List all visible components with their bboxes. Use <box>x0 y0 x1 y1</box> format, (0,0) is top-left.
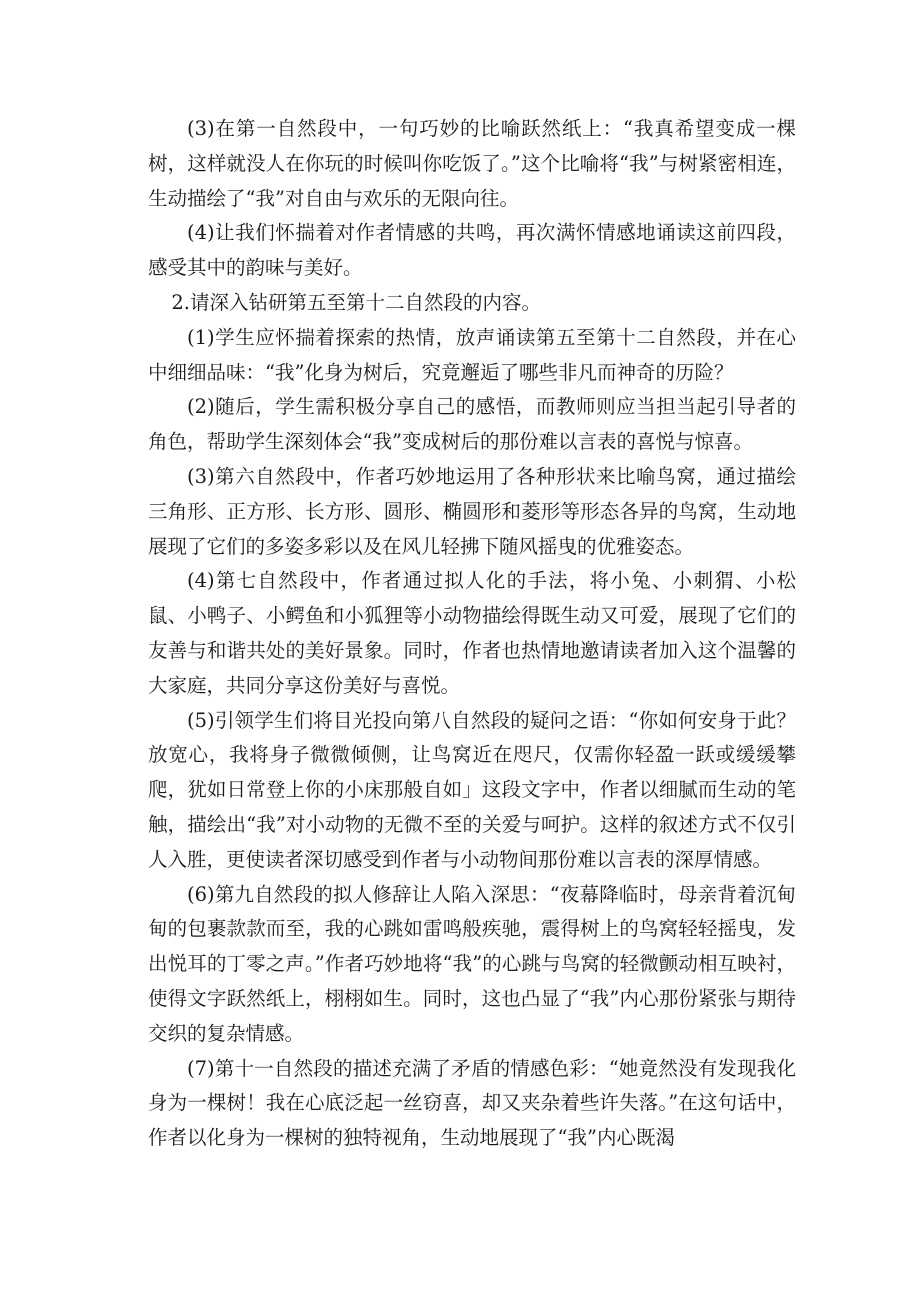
document-page <box>148 112 796 1156</box>
paragraph-7: (5)引领学生们将目光投向第八自然段的疑问之语：“你如何安身于此？放宽心，我将身子微微倾侧，让鸟窝近在咫尺，仅需你轻盈一跃或缓缓攀爬，犹如日常登上你的小床那般自如」这段文字中，作者以细腻而生动的笔触，描绘出“我”对小动物的无微不至的关爱与呵护。这样的叙述方式不仅引人入胜，更使读者深切感受到作者与小动物间那份难以言表的深厚情感。 <box>148 708 796 871</box>
paragraph-1: (3)在第一自然段中，一句巧妙的比喻跃然纸上：“我真希望变成一棵树，这样就没人在你玩的时候叫你吃饭了。”这个比喻将“我”与树紧密相连，生动描绘了“我”对自由与欢乐的无限向往。 <box>148 117 796 210</box>
paragraph-4: (2)随后，学生需积极分享自己的感悟，而教师则应当担当起引导者的角色，帮助学生深刻体会“我”变成树后的那份难以言表的喜悦与惊喜。 <box>148 395 796 454</box>
paragraph-6: (4)第七自然段中，作者通过拟人化的手法，将小兔、小刺猬、小松鼠、小鸭子、小鳄鱼和小狐狸等小动物描绘得既生动又可爱，展现了它们的友善与和谐共处的美好景象。同时，作者也热情地邀请读者加入这个温馨的大家庭，共同分享这份美好与喜悦。 <box>148 569 796 697</box>
paragraph-9: (7)第十一自然段的描述充满了矛盾的情感色彩：“她竟然没有发现我化身为一棵树！我在心底泛起一丝窃喜，却又夹杂着些许失落。”在这句话中，作者以化身为一棵树的独特视角，生动地展现了“我”内心既渴 <box>148 1056 796 1150</box>
section-heading: 2.请深入钻研第五至第十二自然段的内容。 <box>171 290 541 314</box>
paragraph-5: (3)第六自然段中，作者巧妙地运用了各种形状来比喻鸟窝，通过描绘三角形、正方形、长方形、圆形、椭圆形和菱形等形态各异的鸟窝，生动地展现了它们的多姿多彩以及在风儿轻拂下随风摇曳的优雅姿态。 <box>148 464 796 558</box>
paragraph-2: (4)让我们怀揣着对作者情感的共鸣，再次满怀情感地诵读这前四段，感受其中的韵味与美好。 <box>148 221 796 280</box>
paragraph-3: (1)学生应怀揣着探索的热情，放声诵读第五至第十二自然段，并在心中细细品味：“我”化身为树后，究竟邂逅了哪些非凡而神奇的历险？ <box>148 325 796 384</box>
paragraph-8: (6)第九自然段的拟人修辞让人陷入深思：“夜幕降临时，母亲背着沉甸甸的包裹款款而至，我的心跳如雷鸣般疾驰，震得树上的鸟窝轻轻摇曳，发出悦耳的丁零之声。”作者巧妙地将“我”的心跳与鸟窝的轻微颤动相互映衬，使得文字跃然纸上，栩栩如生。同时，这也凸显了“我”内心那份紧张与期待交织的复杂情感。 <box>148 882 796 1045</box>
